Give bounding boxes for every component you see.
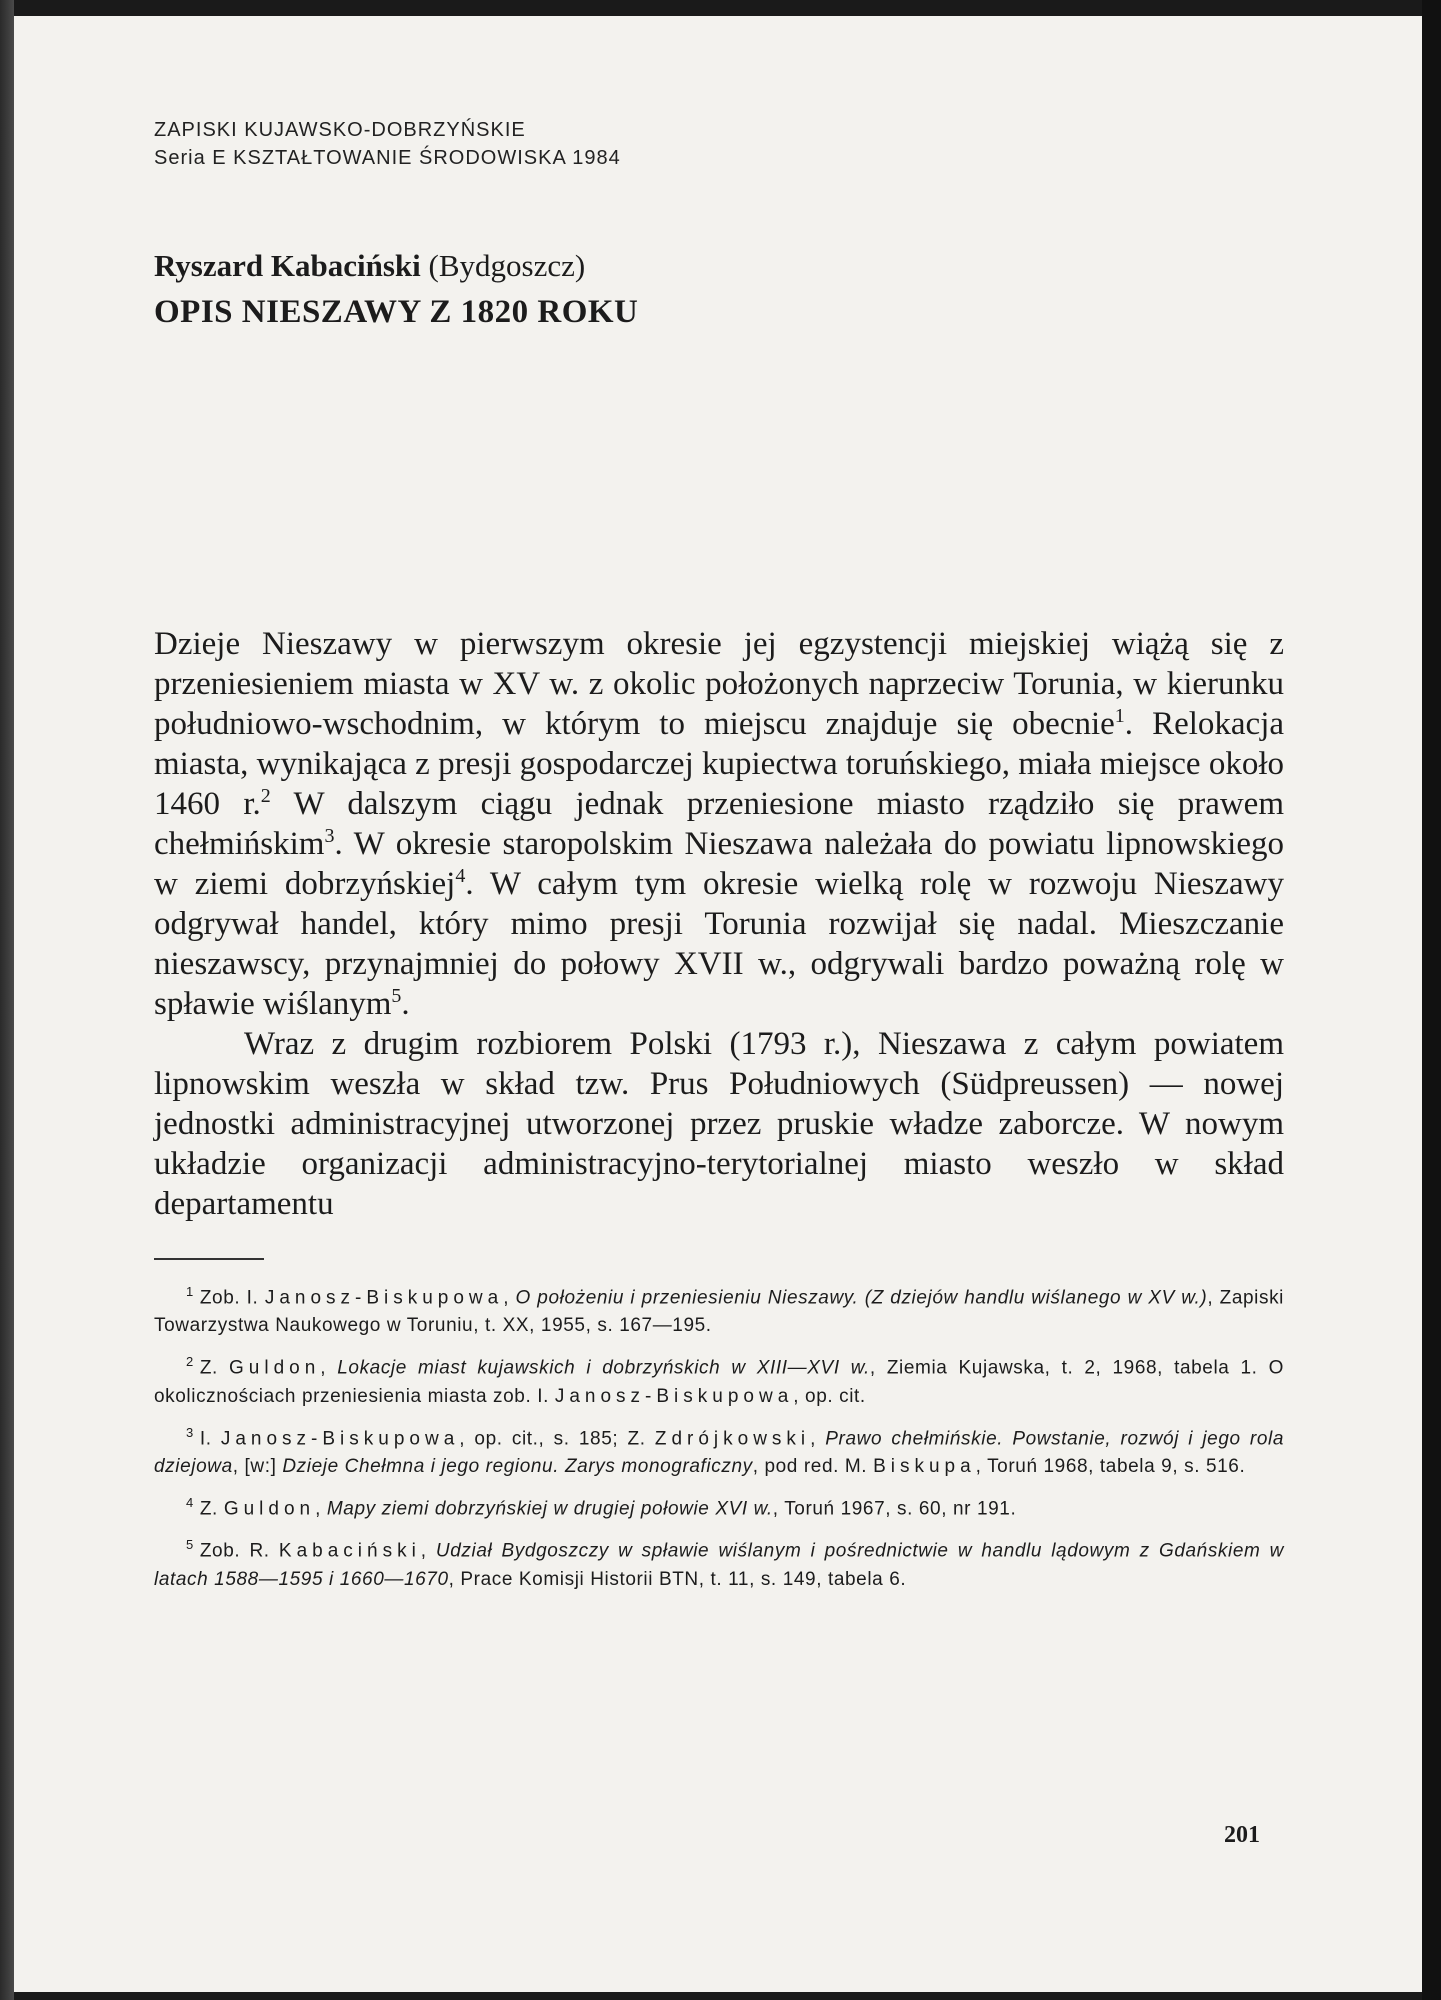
text-run: . W okresie staropolskim Nieszawa należała do powiatu lipnowskiego w ziemi dobrzyńskiej — [154, 826, 1284, 902]
series-line: Seria E KSZTAŁTOWANIE ŚRODOWISKA 1984 — [154, 147, 621, 169]
scan-edge — [1422, 0, 1441, 2000]
footnote-ref: 3 — [324, 825, 335, 847]
spaced-name: Kabaciński — [278, 1540, 421, 1562]
text-run: , Toruń 1967, s. 60, nr 191. — [772, 1498, 1017, 1520]
spaced-name: Janosz-Biskupowa — [554, 1385, 794, 1407]
text-run: , Ziemia Kujawska, t. 2, 1968, tabela 1. O okolicznościach przeniesienia miasta zob. I. — [154, 1357, 1285, 1407]
footnote-number: 5 — [186, 1537, 194, 1553]
text-run: , pod red. M. — [752, 1455, 874, 1477]
running-header — [154, 116, 1284, 172]
text-run: Dzieje Nieszawy w pierwszym okresie jej egzystencji miejskiej wiążą się z przeniesieniem miasta w XV w. z okolic położonych naprzeciw Torunia, w kierunku południowo-wschodnim, w którym to miejscu znajduje się obecnie — [154, 626, 1284, 742]
spaced-name: Janosz-Biskupowa — [220, 1427, 460, 1449]
italic-title: O położeniu i przeniesieniu Nieszawy. (Z dziejów handlu wiślanego w XV w.) — [515, 1287, 1208, 1309]
spaced-name: Biskupa — [873, 1455, 976, 1477]
author-line — [154, 246, 1284, 286]
page-number: 201 — [1224, 1822, 1260, 1848]
footnote-3 — [154, 1419, 1284, 1481]
article-title: OPIS NIESZAWY Z 1820 ROKU — [154, 294, 639, 330]
text-run: , op. cit., s. 185; Z. — [459, 1427, 655, 1449]
footnote-4 — [154, 1489, 1284, 1523]
footnote-1 — [154, 1278, 1284, 1340]
footnote-number: 4 — [186, 1494, 194, 1510]
text-run: , — [315, 1498, 327, 1520]
author-name: Ryszard Kabaciński — [154, 248, 421, 283]
author-affiliation: (Bydgoszcz) — [428, 248, 586, 283]
text-run: , Zapiski Towarzystwa Naukowego w Toruniu, t. XX, 1955, s. 167—195. — [154, 1287, 1285, 1337]
footnote-ref: 5 — [391, 985, 402, 1007]
journal-name: ZAPISKI KUJAWSKO-DOBRZYŃSKIE — [154, 119, 526, 141]
paragraph-1 — [154, 624, 1284, 1024]
text-run: , op. cit. — [793, 1385, 866, 1407]
spaced-name: Guldon — [223, 1498, 316, 1520]
italic-title: Dzieje Chełmna i jego regionu. Zarys monograficzny — [282, 1455, 753, 1477]
text-run: Zob. I. — [199, 1287, 265, 1309]
spaced-name: Zdrójkowski — [654, 1427, 811, 1449]
text-run: , — [810, 1427, 826, 1449]
text-run: Z. — [199, 1498, 224, 1520]
footnote-number: 3 — [186, 1424, 194, 1440]
italic-title: Lokacje miast kujawskich i dobrzyńskich w XIII—XVI w. — [337, 1357, 870, 1379]
text-run: , Prace Komisji Historii BTN, t. 11, s. 149, tabela 6. — [448, 1568, 907, 1590]
footnote-ref: 1 — [1114, 705, 1125, 727]
italic-title: Udział Bydgoszczy w spławie wiślanym i pośrednictwie w handlu lądowym z Gdańskiem w latach 1588—1595 i 1660—1670 — [154, 1540, 1284, 1590]
spaced-name: Guldon — [229, 1357, 321, 1379]
text-run: , Toruń 1968, tabela 9, s. 516. — [975, 1455, 1246, 1477]
text-run: . W całym tym okresie wielką rolę w rozwoju Nieszawy odgrywał handel, który mimo presji Torunia rozwijał się nadal. Mieszczanie nieszawscy, przynajmniej do połowy XVII w., odgrywali bardzo poważną rolę w spławie wiślanym — [154, 866, 1284, 1022]
footnote-2 — [154, 1348, 1284, 1410]
footnote-number: 2 — [186, 1354, 194, 1370]
italic-title: Mapy ziemi dobrzyńskiej w drugiej połowie XVI w. — [326, 1498, 773, 1520]
text-run: I. — [199, 1427, 221, 1449]
text-run: Z. — [199, 1357, 229, 1379]
text-run: Zob. R. — [199, 1540, 279, 1562]
footnote-ref: 2 — [260, 785, 271, 807]
text-run: W dalszym ciągu jednak przeniesione miasto rządziło się prawem chełmińskim — [154, 786, 1285, 862]
footnotes — [154, 1278, 1284, 1594]
book-binding — [0, 0, 14, 2000]
footnote-rule — [154, 1258, 264, 1260]
text-run: , [w:] — [232, 1455, 283, 1477]
italic-title: Prawo chełmińskie. Powstanie, rozwój i jego rola dziejowa — [154, 1427, 1284, 1477]
article-body — [154, 624, 1284, 1224]
spaced-name: Janosz-Biskupowa — [264, 1287, 504, 1309]
page-content — [154, 116, 1284, 1602]
page — [14, 16, 1422, 1992]
text-run: . Relokacja miasta, wynikająca z presji gospodarczej kupiectwa toruńskiego, miała miejsce około 1460 r. — [154, 706, 1285, 822]
text-run: , — [320, 1357, 338, 1379]
text-run: . — [401, 986, 410, 1022]
footnote-number: 1 — [186, 1284, 194, 1299]
text-run: , — [503, 1287, 516, 1309]
text-run: , — [420, 1540, 436, 1562]
footnote-5 — [154, 1531, 1284, 1593]
paragraph-2: Wraz z drugim rozbiorem Polski (1793 r.), Nieszawa z całym powiatem lipnowskim weszła w skład tzw. Prus Południowych (Südpreussen) — nowej jednostki administracyjnej utworzonej przez pruskie władze zaborcze. W nowym układzie organizacji administracyjno-terytorialnej miasto weszło w skład departamentu — [154, 1026, 1284, 1222]
footnote-ref: 4 — [455, 865, 466, 887]
